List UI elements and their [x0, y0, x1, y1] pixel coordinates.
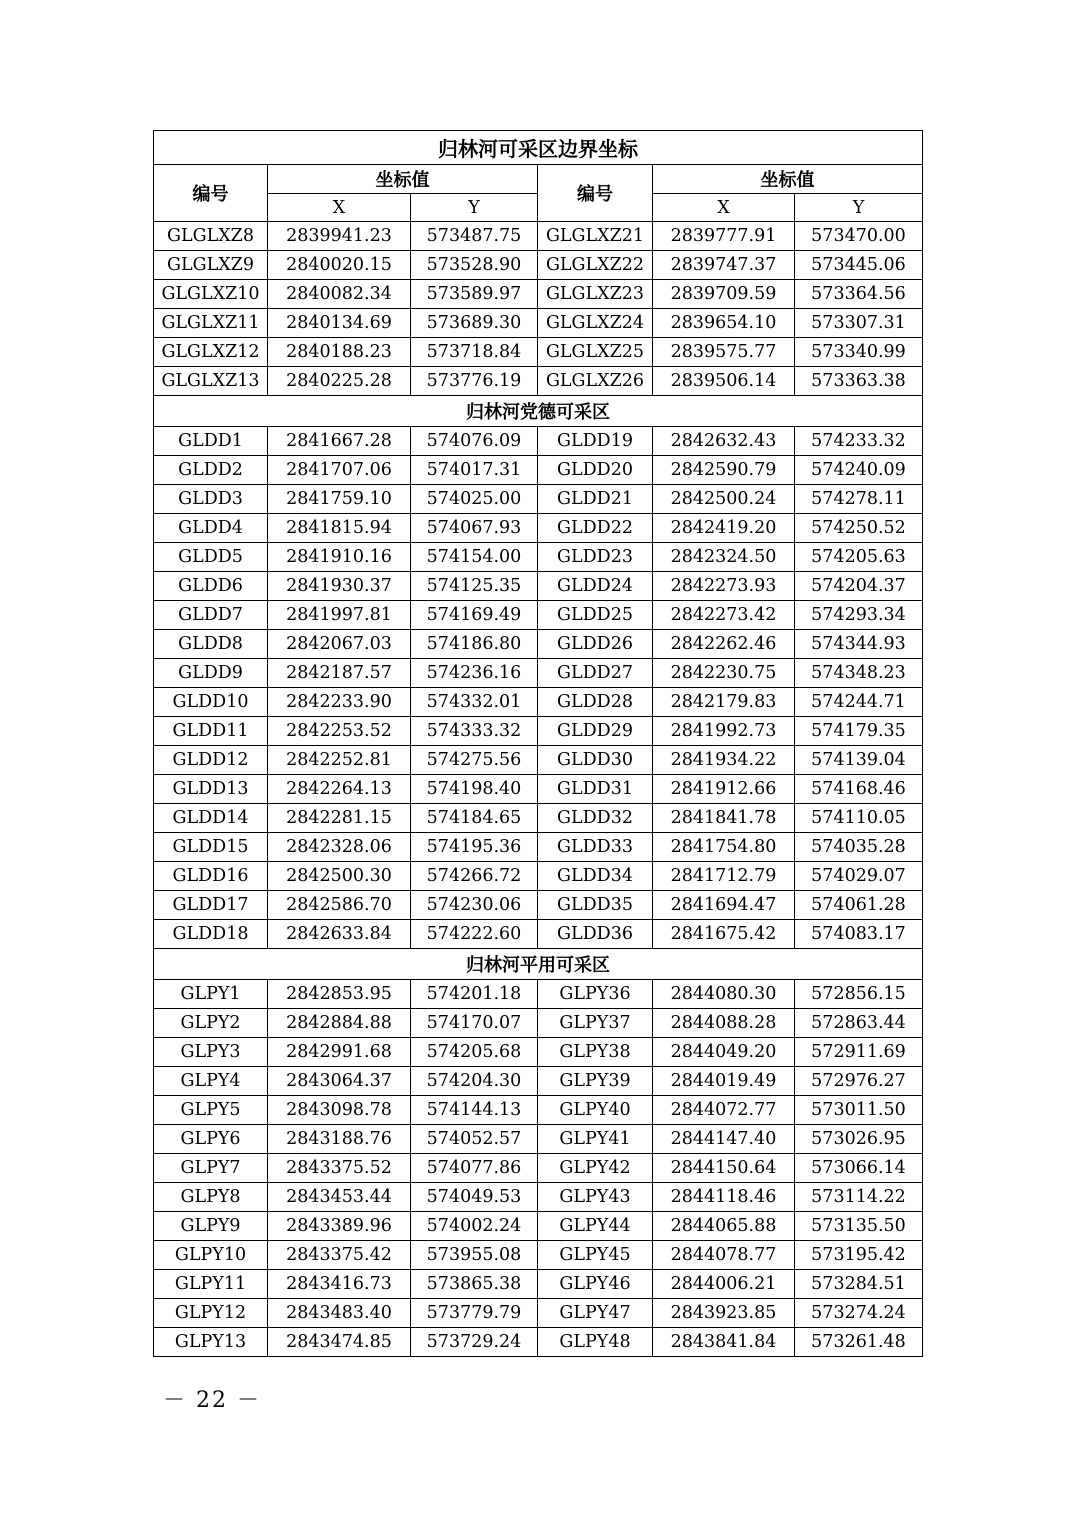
point-id-cell: GLPY9 [154, 1212, 268, 1241]
point-id-cell: GLDD25 [538, 601, 653, 630]
point-id-cell: GLPY44 [538, 1212, 653, 1241]
y-value-cell: 574049.53 [411, 1183, 538, 1212]
x-value-cell: 2844065.88 [653, 1212, 795, 1241]
x-value-cell: 2842273.93 [653, 572, 795, 601]
point-id-cell: GLGLXZ10 [154, 280, 268, 309]
y-value-cell: 574139.04 [795, 746, 923, 775]
table-row [154, 367, 923, 396]
y-value-cell: 573066.14 [795, 1154, 923, 1183]
table-row [154, 1096, 923, 1125]
y-value-cell: 572976.27 [795, 1067, 923, 1096]
table-title: 归林河可采区边界坐标 [154, 131, 923, 165]
y-value-cell: 574195.36 [411, 833, 538, 862]
x-value-cell: 2840082.34 [268, 280, 411, 309]
x-value-cell: 2842586.70 [268, 891, 411, 920]
point-id-cell: GLDD34 [538, 862, 653, 891]
x-value-cell: 2842264.13 [268, 775, 411, 804]
y-value-cell: 574198.40 [411, 775, 538, 804]
header-coord-right: 坐标值 [653, 165, 923, 194]
header-id-left: 编号 [154, 165, 268, 222]
y-value-cell: 574002.24 [411, 1212, 538, 1241]
point-id-cell: GLGLXZ21 [538, 222, 653, 251]
point-id-cell: GLGLXZ9 [154, 251, 268, 280]
y-value-cell: 573487.75 [411, 222, 538, 251]
table-row [154, 659, 923, 688]
point-id-cell: GLDD27 [538, 659, 653, 688]
y-value-cell: 573589.97 [411, 280, 538, 309]
y-value-cell: 574184.65 [411, 804, 538, 833]
x-value-cell: 2844118.46 [653, 1183, 795, 1212]
point-id-cell: GLPY6 [154, 1125, 268, 1154]
point-id-cell: GLDD12 [154, 746, 268, 775]
point-id-cell: GLPY45 [538, 1241, 653, 1270]
x-value-cell: 2842230.75 [653, 659, 795, 688]
table-row [154, 338, 923, 367]
point-id-cell: GLPY38 [538, 1038, 653, 1067]
x-value-cell: 2844049.20 [653, 1038, 795, 1067]
x-value-cell: 2841912.66 [653, 775, 795, 804]
y-value-cell: 573026.95 [795, 1125, 923, 1154]
x-value-cell: 2841815.94 [268, 514, 411, 543]
table-row [154, 251, 923, 280]
x-value-cell: 2843474.85 [268, 1328, 411, 1357]
y-value-cell: 574204.37 [795, 572, 923, 601]
y-value-cell: 574170.07 [411, 1009, 538, 1038]
x-value-cell: 2842632.43 [653, 427, 795, 456]
x-value-cell: 2841694.47 [653, 891, 795, 920]
x-value-cell: 2841667.28 [268, 427, 411, 456]
x-value-cell: 2843923.85 [653, 1299, 795, 1328]
table-row [154, 572, 923, 601]
x-value-cell: 2843098.78 [268, 1096, 411, 1125]
y-value-cell: 574077.86 [411, 1154, 538, 1183]
table-row [154, 1299, 923, 1328]
x-value-cell: 2844080.30 [653, 980, 795, 1009]
x-value-cell: 2844072.77 [653, 1096, 795, 1125]
y-value-cell: 574205.63 [795, 543, 923, 572]
section-title: 归林河平用可采区 [154, 949, 923, 980]
y-value-cell: 573135.50 [795, 1212, 923, 1241]
point-id-cell: GLPY7 [154, 1154, 268, 1183]
x-value-cell: 2844088.28 [653, 1009, 795, 1038]
x-value-cell: 2841675.42 [653, 920, 795, 949]
x-value-cell: 2842281.15 [268, 804, 411, 833]
y-value-cell: 574110.05 [795, 804, 923, 833]
point-id-cell: GLDD10 [154, 688, 268, 717]
x-value-cell: 2842262.46 [653, 630, 795, 659]
point-id-cell: GLDD17 [154, 891, 268, 920]
point-id-cell: GLPY11 [154, 1270, 268, 1299]
x-value-cell: 2839654.10 [653, 309, 795, 338]
y-value-cell: 574348.23 [795, 659, 923, 688]
table-row [154, 222, 923, 251]
y-value-cell: 574230.06 [411, 891, 538, 920]
y-value-cell: 574067.93 [411, 514, 538, 543]
x-value-cell: 2841759.10 [268, 485, 411, 514]
point-id-cell: GLDD8 [154, 630, 268, 659]
y-value-cell: 574154.00 [411, 543, 538, 572]
y-value-cell: 573955.08 [411, 1241, 538, 1270]
table-row [154, 746, 923, 775]
y-value-cell: 573364.56 [795, 280, 923, 309]
x-value-cell: 2839941.23 [268, 222, 411, 251]
point-id-cell: GLDD35 [538, 891, 653, 920]
table-row [154, 775, 923, 804]
table-row [154, 920, 923, 949]
y-value-cell: 573445.06 [795, 251, 923, 280]
section-header-row [154, 396, 923, 427]
x-value-cell: 2844147.40 [653, 1125, 795, 1154]
point-id-cell: GLGLXZ12 [154, 338, 268, 367]
page-number: － 22 － [163, 1388, 261, 1413]
y-value-cell: 574333.32 [411, 717, 538, 746]
x-value-cell: 2842633.84 [268, 920, 411, 949]
y-value-cell: 573865.38 [411, 1270, 538, 1299]
x-value-cell: 2842324.50 [653, 543, 795, 572]
point-id-cell: GLDD6 [154, 572, 268, 601]
x-value-cell: 2842328.06 [268, 833, 411, 862]
y-value-cell: 573718.84 [411, 338, 538, 367]
header-coord-left: 坐标值 [268, 165, 538, 194]
coordinate-table [153, 130, 923, 1357]
point-id-cell: GLDD15 [154, 833, 268, 862]
y-value-cell: 573261.48 [795, 1328, 923, 1357]
y-value-cell: 574029.07 [795, 862, 923, 891]
x-value-cell: 2841997.81 [268, 601, 411, 630]
y-value-cell: 574250.52 [795, 514, 923, 543]
x-value-cell: 2843483.40 [268, 1299, 411, 1328]
header-y-left: Y [411, 194, 538, 222]
point-id-cell: GLDD33 [538, 833, 653, 862]
y-value-cell: 574025.00 [411, 485, 538, 514]
y-value-cell: 574332.01 [411, 688, 538, 717]
x-value-cell: 2842419.20 [653, 514, 795, 543]
y-value-cell: 574125.35 [411, 572, 538, 601]
point-id-cell: GLGLXZ11 [154, 309, 268, 338]
point-id-cell: GLPY37 [538, 1009, 653, 1038]
y-value-cell: 572911.69 [795, 1038, 923, 1067]
x-value-cell: 2839506.14 [653, 367, 795, 396]
point-id-cell: GLDD19 [538, 427, 653, 456]
point-id-cell: GLDD36 [538, 920, 653, 949]
x-value-cell: 2842253.52 [268, 717, 411, 746]
x-value-cell: 2842500.24 [653, 485, 795, 514]
point-id-cell: GLPY47 [538, 1299, 653, 1328]
x-value-cell: 2841754.80 [653, 833, 795, 862]
point-id-cell: GLPY39 [538, 1067, 653, 1096]
x-value-cell: 2840225.28 [268, 367, 411, 396]
header-x-right: X [653, 194, 795, 222]
x-value-cell: 2839575.77 [653, 338, 795, 367]
point-id-cell: GLDD28 [538, 688, 653, 717]
point-id-cell: GLPY4 [154, 1067, 268, 1096]
point-id-cell: GLDD18 [154, 920, 268, 949]
x-value-cell: 2843375.52 [268, 1154, 411, 1183]
x-value-cell: 2844006.21 [653, 1270, 795, 1299]
table-row [154, 543, 923, 572]
table-row [154, 601, 923, 630]
y-value-cell: 574344.93 [795, 630, 923, 659]
point-id-cell: GLDD11 [154, 717, 268, 746]
table-row [154, 1038, 923, 1067]
x-value-cell: 2842233.90 [268, 688, 411, 717]
y-value-cell: 573340.99 [795, 338, 923, 367]
table-row [154, 1009, 923, 1038]
point-id-cell: GLPY41 [538, 1125, 653, 1154]
y-value-cell: 574179.35 [795, 717, 923, 746]
x-value-cell: 2842884.88 [268, 1009, 411, 1038]
y-value-cell: 574035.28 [795, 833, 923, 862]
table-row [154, 1241, 923, 1270]
table-row [154, 1270, 923, 1299]
point-id-cell: GLPY36 [538, 980, 653, 1009]
point-id-cell: GLDD16 [154, 862, 268, 891]
x-value-cell: 2842853.95 [268, 980, 411, 1009]
point-id-cell: GLPY46 [538, 1270, 653, 1299]
x-value-cell: 2840188.23 [268, 338, 411, 367]
y-value-cell: 574201.18 [411, 980, 538, 1009]
table-row [154, 688, 923, 717]
x-value-cell: 2843064.37 [268, 1067, 411, 1096]
point-id-cell: GLDD22 [538, 514, 653, 543]
point-id-cell: GLDD1 [154, 427, 268, 456]
y-value-cell: 574236.16 [411, 659, 538, 688]
x-value-cell: 2841841.78 [653, 804, 795, 833]
section-title: 归林河党德可采区 [154, 396, 923, 427]
point-id-cell: GLDD23 [538, 543, 653, 572]
x-value-cell: 2841712.79 [653, 862, 795, 891]
y-value-cell: 573776.19 [411, 367, 538, 396]
x-value-cell: 2843841.84 [653, 1328, 795, 1357]
x-value-cell: 2842500.30 [268, 862, 411, 891]
y-value-cell: 574240.09 [795, 456, 923, 485]
point-id-cell: GLDD26 [538, 630, 653, 659]
x-value-cell: 2843375.42 [268, 1241, 411, 1270]
table-row [154, 309, 923, 338]
point-id-cell: GLGLXZ24 [538, 309, 653, 338]
table-row [154, 1154, 923, 1183]
point-id-cell: GLGLXZ13 [154, 367, 268, 396]
x-value-cell: 2841910.16 [268, 543, 411, 572]
x-value-cell: 2841707.06 [268, 456, 411, 485]
y-value-cell: 573195.42 [795, 1241, 923, 1270]
y-value-cell: 574205.68 [411, 1038, 538, 1067]
x-value-cell: 2842590.79 [653, 456, 795, 485]
x-value-cell: 2843389.96 [268, 1212, 411, 1241]
table-row [154, 456, 923, 485]
point-id-cell: GLDD21 [538, 485, 653, 514]
x-value-cell: 2841934.22 [653, 746, 795, 775]
x-value-cell: 2844019.49 [653, 1067, 795, 1096]
table-row [154, 1125, 923, 1154]
y-value-cell: 574233.32 [795, 427, 923, 456]
y-value-cell: 574186.80 [411, 630, 538, 659]
point-id-cell: GLGLXZ22 [538, 251, 653, 280]
header-y-right: Y [795, 194, 923, 222]
y-value-cell: 573689.30 [411, 309, 538, 338]
table-row [154, 630, 923, 659]
point-id-cell: GLPY12 [154, 1299, 268, 1328]
x-value-cell: 2842067.03 [268, 630, 411, 659]
y-value-cell: 573470.00 [795, 222, 923, 251]
point-id-cell: GLGLXZ26 [538, 367, 653, 396]
y-value-cell: 574083.17 [795, 920, 923, 949]
table-row [154, 1328, 923, 1357]
x-value-cell: 2841930.37 [268, 572, 411, 601]
x-value-cell: 2843416.73 [268, 1270, 411, 1299]
y-value-cell: 573779.79 [411, 1299, 538, 1328]
y-value-cell: 574052.57 [411, 1125, 538, 1154]
y-value-cell: 574244.71 [795, 688, 923, 717]
y-value-cell: 573274.24 [795, 1299, 923, 1328]
table-row [154, 717, 923, 746]
point-id-cell: GLDD31 [538, 775, 653, 804]
x-value-cell: 2839777.91 [653, 222, 795, 251]
point-id-cell: GLDD7 [154, 601, 268, 630]
point-id-cell: GLDD14 [154, 804, 268, 833]
point-id-cell: GLDD2 [154, 456, 268, 485]
point-id-cell: GLDD20 [538, 456, 653, 485]
y-value-cell: 573284.51 [795, 1270, 923, 1299]
table-row [154, 1183, 923, 1212]
y-value-cell: 574278.11 [795, 485, 923, 514]
point-id-cell: GLPY3 [154, 1038, 268, 1067]
point-id-cell: GLDD30 [538, 746, 653, 775]
y-value-cell: 572863.44 [795, 1009, 923, 1038]
point-id-cell: GLPY42 [538, 1154, 653, 1183]
y-value-cell: 573528.90 [411, 251, 538, 280]
x-value-cell: 2844078.77 [653, 1241, 795, 1270]
point-id-cell: GLPY13 [154, 1328, 268, 1357]
x-value-cell: 2839747.37 [653, 251, 795, 280]
x-value-cell: 2839709.59 [653, 280, 795, 309]
point-id-cell: GLPY2 [154, 1009, 268, 1038]
point-id-cell: GLPY1 [154, 980, 268, 1009]
y-value-cell: 574169.49 [411, 601, 538, 630]
x-value-cell: 2841992.73 [653, 717, 795, 746]
header-x-left: X [268, 194, 411, 222]
x-value-cell: 2840134.69 [268, 309, 411, 338]
point-id-cell: GLDD29 [538, 717, 653, 746]
point-id-cell: GLDD13 [154, 775, 268, 804]
header-id-right: 编号 [538, 165, 653, 222]
y-value-cell: 574076.09 [411, 427, 538, 456]
point-id-cell: GLPY5 [154, 1096, 268, 1125]
y-value-cell: 574266.72 [411, 862, 538, 891]
y-value-cell: 573011.50 [795, 1096, 923, 1125]
point-id-cell: GLPY43 [538, 1183, 653, 1212]
y-value-cell: 572856.15 [795, 980, 923, 1009]
x-value-cell: 2844150.64 [653, 1154, 795, 1183]
x-value-cell: 2840020.15 [268, 251, 411, 280]
table-row [154, 427, 923, 456]
point-id-cell: GLDD9 [154, 659, 268, 688]
table-row [154, 485, 923, 514]
y-value-cell: 574017.31 [411, 456, 538, 485]
x-value-cell: 2842273.42 [653, 601, 795, 630]
table-row [154, 891, 923, 920]
y-value-cell: 574168.46 [795, 775, 923, 804]
point-id-cell: GLGLXZ25 [538, 338, 653, 367]
y-value-cell: 573307.31 [795, 309, 923, 338]
point-id-cell: GLDD3 [154, 485, 268, 514]
x-value-cell: 2842187.57 [268, 659, 411, 688]
point-id-cell: GLPY8 [154, 1183, 268, 1212]
point-id-cell: GLDD32 [538, 804, 653, 833]
y-value-cell: 573363.38 [795, 367, 923, 396]
table-row [154, 980, 923, 1009]
x-value-cell: 2842991.68 [268, 1038, 411, 1067]
x-value-cell: 2843188.76 [268, 1125, 411, 1154]
y-value-cell: 574204.30 [411, 1067, 538, 1096]
y-value-cell: 574061.28 [795, 891, 923, 920]
table-row [154, 280, 923, 309]
y-value-cell: 573114.22 [795, 1183, 923, 1212]
point-id-cell: GLDD5 [154, 543, 268, 572]
x-value-cell: 2842252.81 [268, 746, 411, 775]
point-id-cell: GLDD4 [154, 514, 268, 543]
point-id-cell: GLGLXZ23 [538, 280, 653, 309]
point-id-cell: GLPY40 [538, 1096, 653, 1125]
y-value-cell: 574293.34 [795, 601, 923, 630]
point-id-cell: GLPY10 [154, 1241, 268, 1270]
table-row [154, 833, 923, 862]
table-row [154, 1212, 923, 1241]
table-row [154, 1067, 923, 1096]
section-header-row [154, 949, 923, 980]
y-value-cell: 574275.56 [411, 746, 538, 775]
point-id-cell: GLPY48 [538, 1328, 653, 1357]
y-value-cell: 574222.60 [411, 920, 538, 949]
x-value-cell: 2843453.44 [268, 1183, 411, 1212]
x-value-cell: 2842179.83 [653, 688, 795, 717]
point-id-cell: GLDD24 [538, 572, 653, 601]
table-row [154, 862, 923, 891]
table-row [154, 514, 923, 543]
point-id-cell: GLGLXZ8 [154, 222, 268, 251]
y-value-cell: 573729.24 [411, 1328, 538, 1357]
y-value-cell: 574144.13 [411, 1096, 538, 1125]
table-row [154, 804, 923, 833]
